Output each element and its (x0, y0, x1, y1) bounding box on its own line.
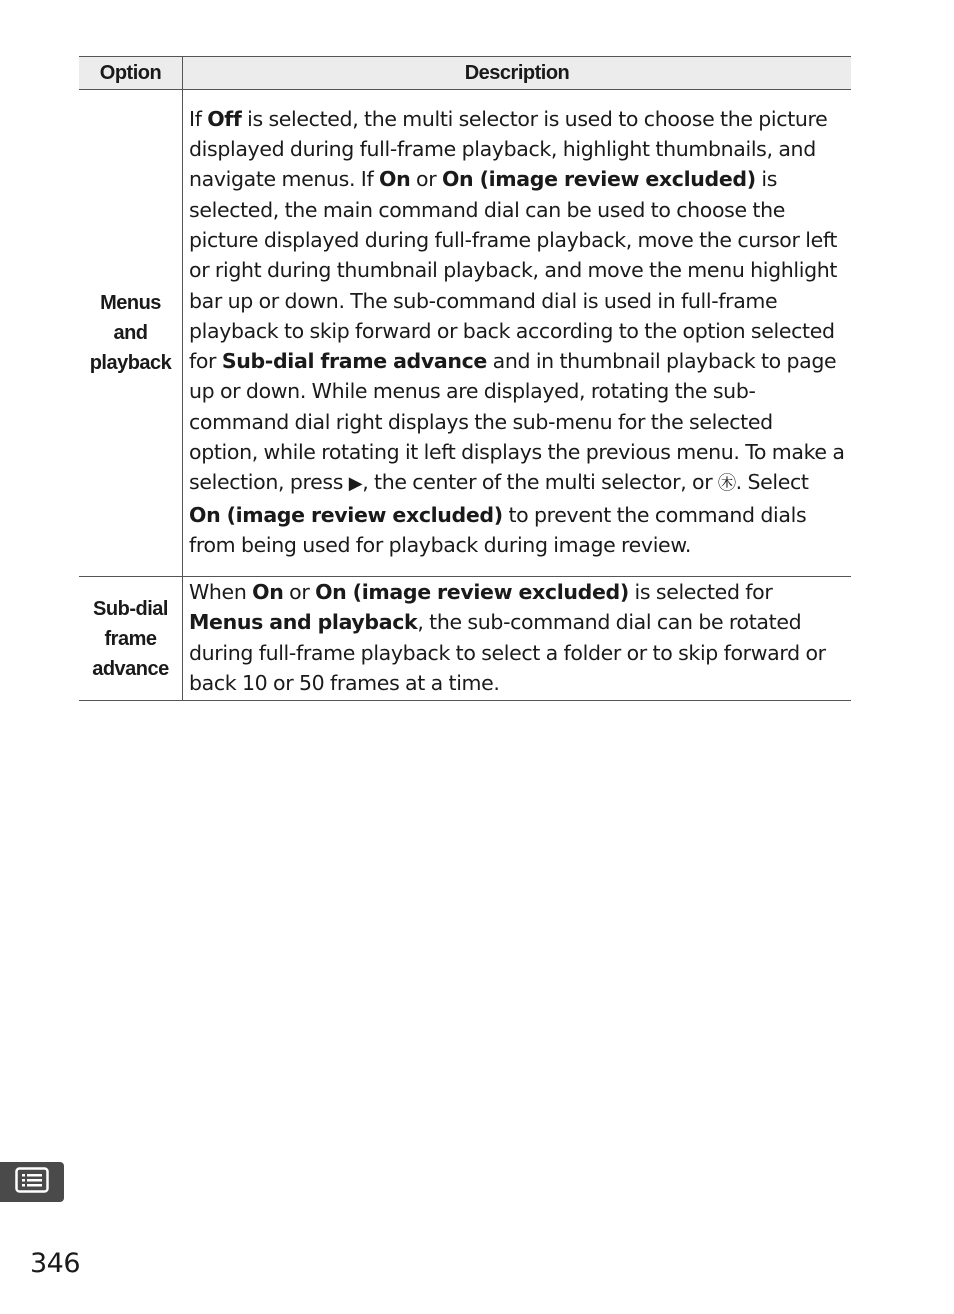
header-option: Option (79, 57, 183, 90)
bold-term: On (image review excluded) (441, 167, 756, 192)
page-number: 346 (30, 1248, 81, 1279)
table-row (79, 90, 851, 577)
option-menus-and-playback (79, 90, 183, 577)
option-label-line: playback (89, 352, 172, 374)
option-label-line: frame (104, 627, 157, 650)
bold-term: On (image review excluded) (315, 580, 629, 604)
option-label-line: Menus (100, 292, 161, 314)
option-label-line: advance (92, 657, 169, 680)
table-header-row (79, 57, 851, 90)
table-row (79, 577, 851, 701)
description-menus-and-playback: If Off is selected, the multi selector is used to choose the picture displayed during full-frame playback, highlight thumbnails, and navigate menus. If On or On (image review excluded) is selected, the main command dial can be used to choose the picture displayed during full-frame playback, move the cursor left or right during thumbnail playback, and move the menu highlight bar up or down. The sub-command dial is used in full-frame playback to skip forward or back according to the option selected for Sub-dial frame advance and in thumbnail playback to page up or down. While menus are displayed, rotating the sub-command dial right displays the sub-menu for the selected option, while rotating it left displays the previous menu. To make a selection, press ▶, the center of the multi selector, or ㊍. Select On (image review excluded) to prevent the command dials from being used for playback during image review. (183, 90, 852, 577)
header-description: Description (183, 57, 852, 90)
ok-button-icon: ㊍ (717, 473, 736, 495)
bold-term: Off (207, 106, 242, 131)
bold-term: On (379, 167, 411, 192)
bold-term: On (252, 580, 284, 604)
option-label-line: and (113, 322, 148, 344)
bold-term: Sub-dial frame advance (221, 349, 487, 374)
bold-term: Menus and playback (189, 610, 418, 635)
menu-list-icon (15, 1167, 49, 1197)
description-sub-dial-frame-advance: When On or On (image review excluded) is selected for Menus and playback, the sub-command dial can be rotated during full-frame playback to select a folder or to skip forward or back 10 or 50 frames at a time. (183, 577, 852, 701)
option-label-line: Sub-dial (93, 597, 168, 620)
bold-term: On (image review excluded) (189, 502, 503, 527)
section-tab (0, 1162, 64, 1202)
option-sub-dial-frame-advance (79, 577, 183, 701)
multi-selector-right-icon: ▶ (348, 473, 363, 495)
options-table (79, 56, 851, 701)
